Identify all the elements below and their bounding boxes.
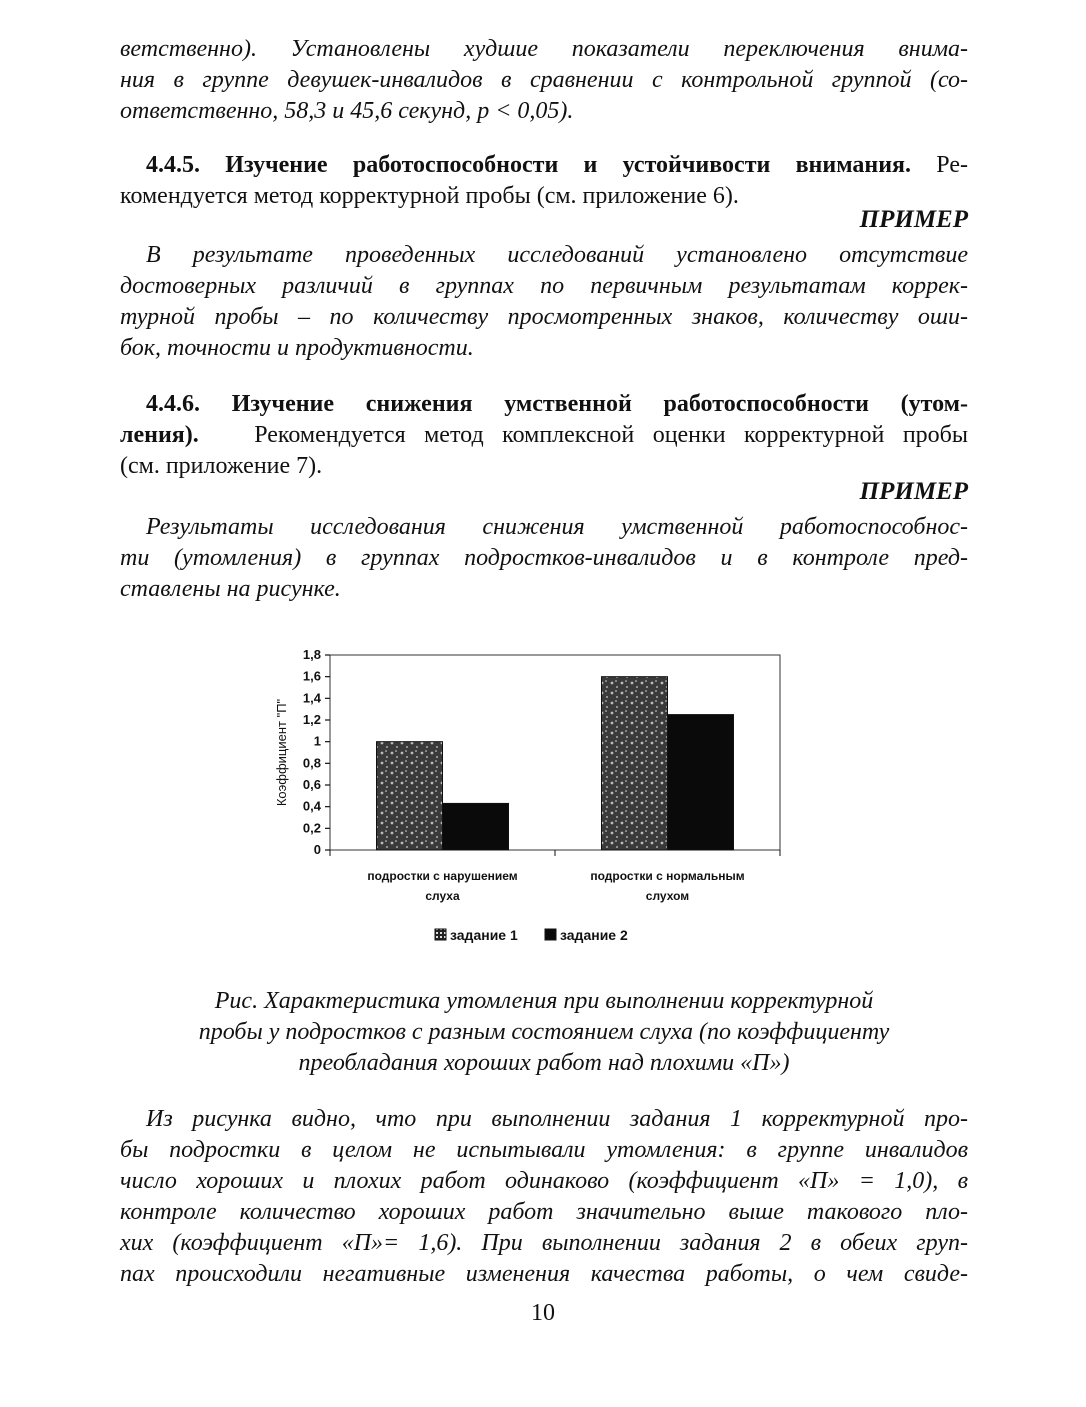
- bar-task2: [668, 715, 734, 850]
- x-category-label: подростки с нормальным: [590, 869, 745, 883]
- y-tick-label: 1: [313, 733, 321, 749]
- paragraph-continuation: [120, 34, 968, 127]
- legend-swatch: [545, 929, 556, 940]
- chart-bars: [377, 677, 734, 850]
- y-tick-label: 1,4: [302, 690, 321, 706]
- text-line: ставлены на рисунке.: [120, 576, 341, 602]
- section-text: (см. приложение 7).: [120, 453, 323, 479]
- bar-task1: [602, 677, 668, 850]
- x-category-label: слухом: [645, 889, 690, 903]
- text-line: пах происходили негативные изменения качества работы, о чем свиде-: [120, 1261, 968, 1287]
- text-line: бок, точности и продуктивности.: [120, 335, 474, 361]
- text-line: хих (коэффициент «П»= 1,6). При выполнении задания 2 в обеих груп-: [120, 1230, 968, 1256]
- example-paragraph: [120, 240, 968, 364]
- text-line: ветственно). Установлены худшие показатели переключения внима-: [120, 36, 968, 62]
- example-label: ПРИМЕР: [859, 478, 968, 505]
- y-tick-label: 1,2: [302, 712, 321, 727]
- text-line: ти (утомления) в группах подростков-инвалидов и в контроле пред-: [120, 545, 968, 571]
- legend-swatch: [435, 929, 446, 940]
- y-tick-label: 0,2: [302, 820, 321, 836]
- y-tick-label: 0,4: [302, 798, 321, 814]
- bar-chart: [260, 640, 800, 960]
- page-number: 10: [531, 1300, 555, 1326]
- bar-task1: [377, 742, 443, 850]
- y-tick-label: 1,6: [302, 668, 321, 684]
- text-line: В результате проведенных исследований установлено отсутствие: [146, 242, 968, 268]
- text-line: контроле количество хороших работ значительно выше такового пло-: [120, 1199, 968, 1225]
- y-tick-label: 1,8: [302, 647, 321, 662]
- section-text: комендуется метод корректурной пробы (см. приложение 6).: [120, 183, 739, 209]
- figure-caption: [120, 986, 968, 1079]
- section-heading: 4.4.6. Изучение снижения умственной работоспособности (утом-: [146, 391, 968, 417]
- legend-label: задание 1: [450, 927, 518, 943]
- text-line: турной пробы – по количеству просмотренных знаков, количеству оши-: [120, 304, 968, 330]
- section-heading-cont: ления).: [120, 422, 199, 448]
- text-line: ния в группе девушек-инвалидов в сравнении с контрольной группой (со-: [120, 67, 968, 93]
- section-text: Ре-: [911, 152, 968, 178]
- section-446: [120, 389, 968, 482]
- caption-line: Рис. Характеристика утомления при выполнении корректурной: [214, 988, 874, 1014]
- example-paragraph: [120, 512, 968, 605]
- section-445: [120, 150, 968, 212]
- y-axis-label: Коэффициент "П": [274, 698, 289, 807]
- x-category-label: слуха: [425, 889, 460, 903]
- example-label: ПРИМЕР: [859, 206, 968, 233]
- text-line: бы подростки в целом не испытывали утомления: в группе инвалидов: [120, 1137, 968, 1163]
- x-category-label: подростки с нарушением: [367, 869, 518, 883]
- legend-label: задание 2: [560, 927, 628, 943]
- text-line: число хороших и плохих работ одинаково (коэффициент «П» = 1,0), в: [120, 1168, 968, 1194]
- section-heading: 4.4.5. Изучение работоспособности и устойчивости внимания.: [146, 152, 912, 178]
- y-tick-label: 0: [313, 842, 321, 857]
- y-tick-label: 0,6: [302, 777, 321, 792]
- bar-task2: [443, 803, 509, 850]
- text-line: ответственно, 58,3 и 45,6 секунд, р < 0,05).: [120, 98, 574, 124]
- y-tick-label: 0,8: [302, 755, 321, 771]
- caption-line: пробы у подростков с разным состоянием слуха (по коэффициенту: [198, 1019, 890, 1045]
- text-line: достоверных различий в группах по первичным результатам коррек-: [120, 273, 968, 299]
- text-line: Результаты исследования снижения умственной работоспособнос-: [146, 514, 968, 540]
- caption-line: преобладания хороших работ над плохими «П»): [298, 1050, 790, 1076]
- section-text: Рекомендуется метод комплексной оценки корректурной пробы: [254, 422, 968, 448]
- text-line: Из рисунка видно, что при выполнении задания 1 корректурной про-: [146, 1106, 968, 1132]
- paragraph-conclusion: [120, 1104, 968, 1290]
